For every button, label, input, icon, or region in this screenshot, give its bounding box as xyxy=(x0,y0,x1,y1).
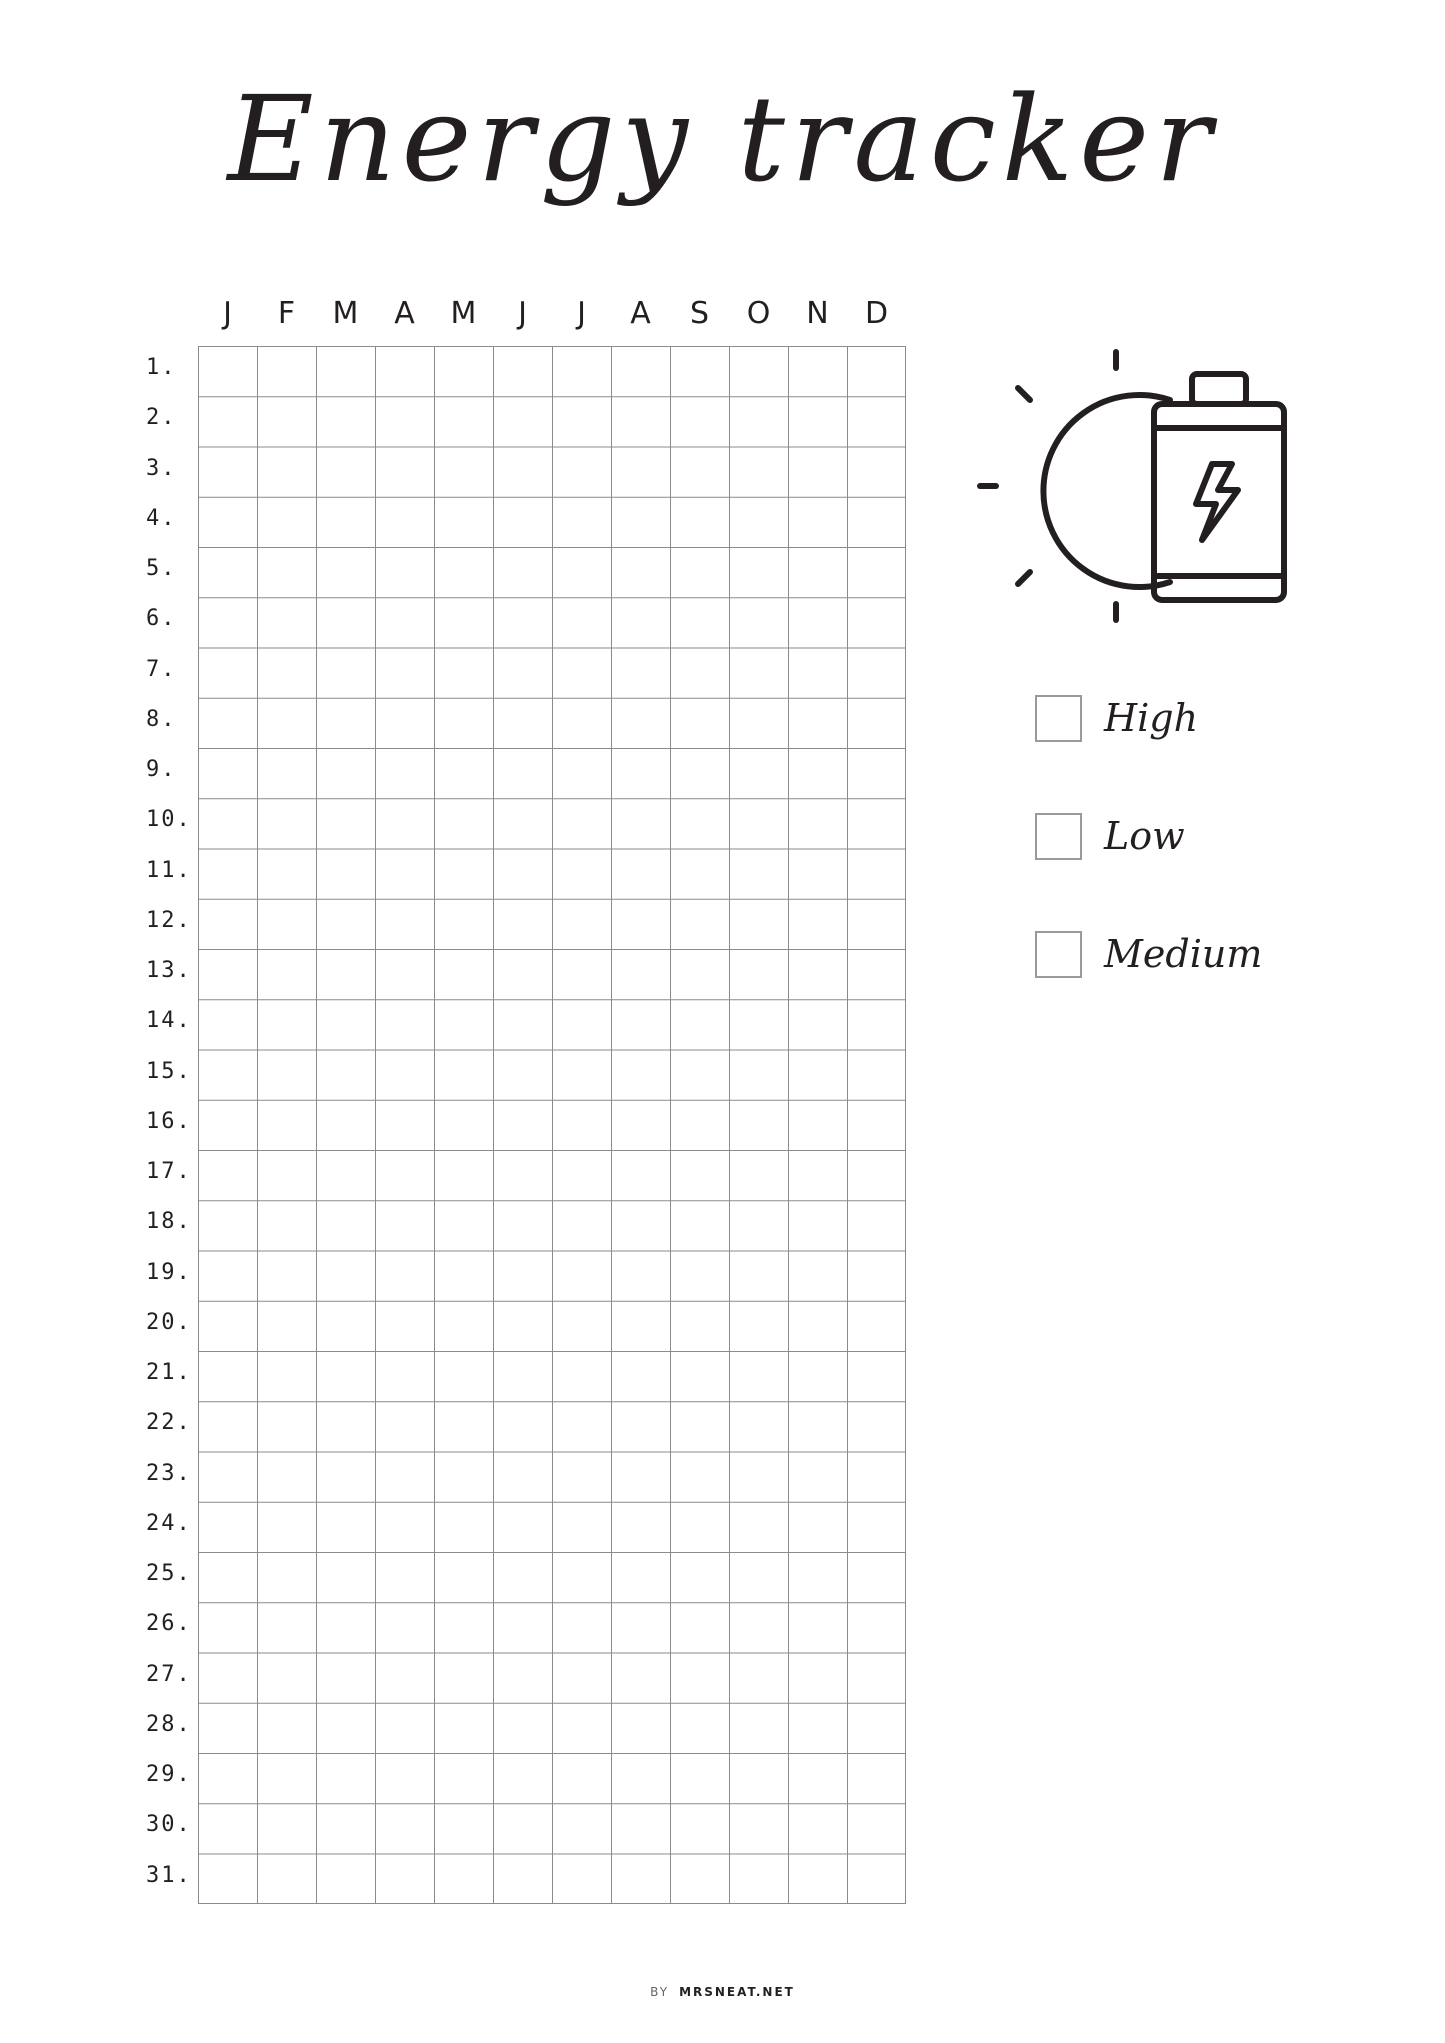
month-label: F xyxy=(277,296,296,331)
month-label: D xyxy=(864,296,889,331)
day-label: 22. xyxy=(146,1410,192,1436)
day-label: 19. xyxy=(146,1259,192,1285)
month-label: J xyxy=(518,296,527,331)
day-label: 5. xyxy=(146,556,177,581)
footer-brand: MRSNEAT.NET xyxy=(679,1985,795,1999)
day-label: 1. xyxy=(146,355,177,380)
day-label: 28. xyxy=(146,1711,192,1737)
day-label: 7. xyxy=(146,656,177,682)
legend-item-low xyxy=(1035,810,1262,862)
day-label: 4. xyxy=(146,505,177,531)
low-label: Low xyxy=(1104,814,1185,858)
month-label: N xyxy=(806,296,829,331)
day-label: 20. xyxy=(146,1309,192,1335)
medium-checkbox[interactable] xyxy=(1035,931,1082,978)
day-label: 21. xyxy=(146,1360,192,1385)
month-label: O xyxy=(746,296,771,331)
month-label: A xyxy=(394,296,415,331)
day-label: 3. xyxy=(146,455,177,481)
day-label: 14. xyxy=(146,1008,192,1034)
month-label: A xyxy=(630,296,651,331)
footer-credit xyxy=(0,1985,1445,1999)
page-title: Energy tracker xyxy=(227,70,1218,208)
day-label: 6. xyxy=(146,606,177,632)
legend-item-high xyxy=(1035,692,1262,744)
day-label: 9. xyxy=(146,757,177,782)
day-label-column xyxy=(146,346,198,1904)
medium-label: Medium xyxy=(1104,932,1263,976)
day-label: 10. xyxy=(146,807,192,833)
month-label: M xyxy=(332,296,359,331)
day-label: 16. xyxy=(146,1108,192,1134)
day-label: 29. xyxy=(146,1762,192,1787)
day-label: 2. xyxy=(146,405,177,431)
month-label: M xyxy=(450,296,477,331)
day-label: 30. xyxy=(146,1812,192,1838)
energy-legend xyxy=(1035,692,1262,1046)
day-label: 25. xyxy=(146,1561,192,1586)
day-label: 26. xyxy=(146,1611,192,1637)
day-label: 24. xyxy=(146,1510,192,1536)
legend-item-medium xyxy=(1035,928,1262,980)
day-label: 31. xyxy=(146,1862,192,1888)
low-checkbox[interactable] xyxy=(1035,813,1082,860)
day-label: 11. xyxy=(146,857,192,883)
day-label: 17. xyxy=(146,1159,192,1184)
day-label: 8. xyxy=(146,706,177,732)
month-label: J xyxy=(223,296,232,331)
month-header-row xyxy=(198,296,906,336)
high-checkbox[interactable] xyxy=(1035,695,1082,742)
day-label: 13. xyxy=(146,958,192,983)
day-label: 27. xyxy=(146,1661,192,1687)
footer-by: BY xyxy=(650,1985,670,1999)
month-label: J xyxy=(577,296,586,331)
high-label: High xyxy=(1104,696,1199,740)
day-label: 18. xyxy=(146,1209,192,1235)
day-label: 12. xyxy=(146,907,192,933)
day-label: 15. xyxy=(146,1058,192,1084)
tracker-grid[interactable] xyxy=(198,346,906,1904)
month-label: S xyxy=(689,296,710,331)
day-label: 23. xyxy=(146,1460,192,1486)
sun-battery-icon xyxy=(960,340,1290,630)
